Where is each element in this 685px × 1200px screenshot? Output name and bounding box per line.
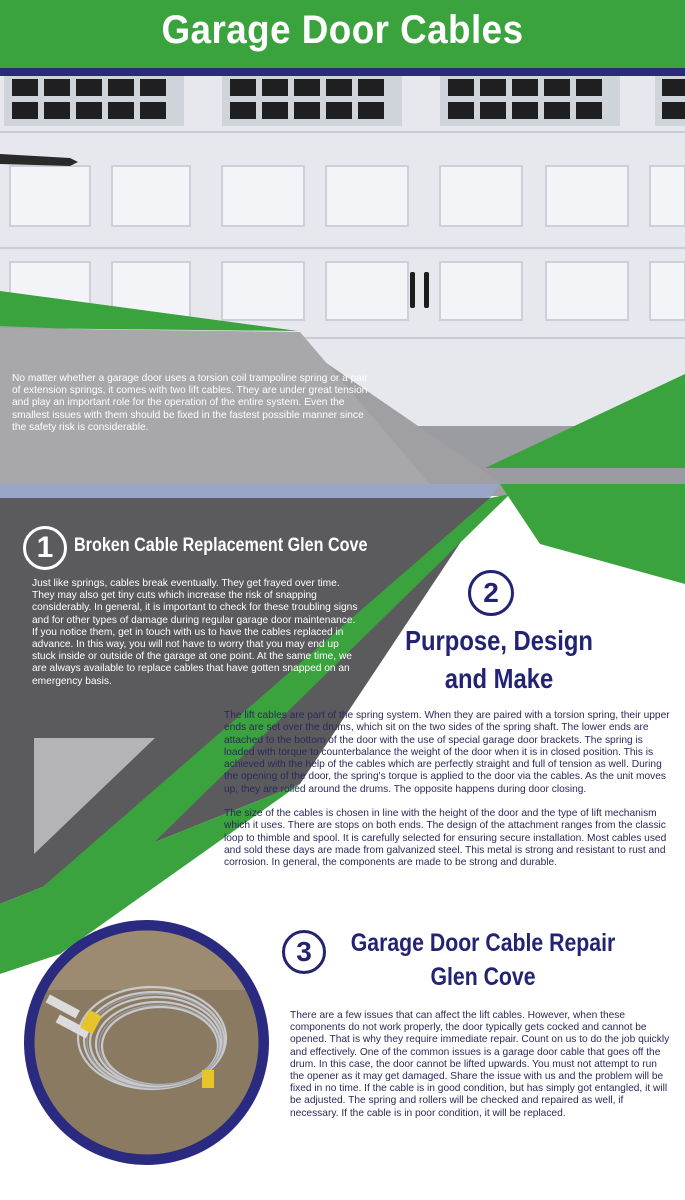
section-2-number-badge: 2 <box>468 570 514 616</box>
section-2-title-line-2: and Make <box>444 663 554 694</box>
intro-paragraph: No matter whether a garage door uses a torsion coil trampoline spring or a pair of extension springs, it comes with two lift cables. They are under great tension and play an important role for the operation of the entire system. Even the smallest issues with them should be fixed in the fastest possible manner since the safety risk is considerable. <box>12 373 368 433</box>
section-1-number-badge: 1 <box>23 526 67 570</box>
coiled-cable-photo <box>34 930 259 1155</box>
section-3-paragraph: There are a few issues that can affect the lift cables. However, when these components do not work properly, the door typically gets cocked and cannot be opened. That is why they require immediate repair. Count on us to do the job quickly and effectively. One of the common issues is a garage door cable that goes off the drum. In this case, the door cannot be lifted upwards. You must not attempt to run the opener as it may get damaged. Share the issue with us and the problem will be fixed in no time. If the cable is in good condition, but has simply got entangled, it will be adjusted. The spring and rollers will be checked and repaired as well, if necessary. If the cable is in poor condition, it will be replaced. <box>290 1010 670 1119</box>
section-3-title-line-2: Glen Cove <box>430 963 536 991</box>
section-2-title <box>402 622 596 698</box>
section-2-paragraph-2: The size of the cables is chosen in line with the height of the door and the type of lift mechanism which it uses. There are stops on both ends. The design of the attachment ranges from the classic loop to thimble and spool. It is carefully selected for ensuring secure installation. Most cables used and sold these days are made from galvanized steel. This metal is strong and resistant to rust and corrosion. In general, the components are made to be strong and durable. <box>224 808 667 869</box>
header-divider <box>0 68 685 76</box>
page-title: Garage Door Cables <box>161 8 524 52</box>
section-2-paragraph-1: The lift cables are part of the spring system. When they are paired with a torsion spring, their upper ends are set over the drums, which sit on the two sides of the spring shaft. The lower ends are attached to the bottom of the door with the use of special garage door brackets. The spring is loaded with torque to counterbalance the weight of the door when it is in closed position. This is achieved with the help of the cables which are perfectly straight and full of tension as well. During the opening of the door, the spring's torque is applied to the door via the cables. As the unit moves up, they are rolled around the drums. The opposite happens during door closing. <box>224 710 670 795</box>
section-3-title <box>343 926 624 994</box>
section-1-paragraph: Just like springs, cables break eventually. They get frayed over time. They may also get tiny cuts which increase the risk of snapping considerably. In general, it is important to check for these troubling signs and for other types of damage during regular garage door maintenance. If you notice them, get in touch with us to have the cables replaced in advance. In this way, you will not have to worry that you may end up stuck inside or outside of the garage at one point. At the same time, we are always available to replace cables that have gotten snapped on an emergency basis. <box>32 578 358 687</box>
section-2-body <box>224 710 674 882</box>
section-3-number-badge: 3 <box>282 930 326 974</box>
section-2-title-line-1: Purpose, Design <box>405 625 593 656</box>
section-3-title-line-1: Garage Door Cable Repair <box>350 929 616 957</box>
section-1-title: Broken Cable Replacement Glen Cove <box>74 535 368 556</box>
